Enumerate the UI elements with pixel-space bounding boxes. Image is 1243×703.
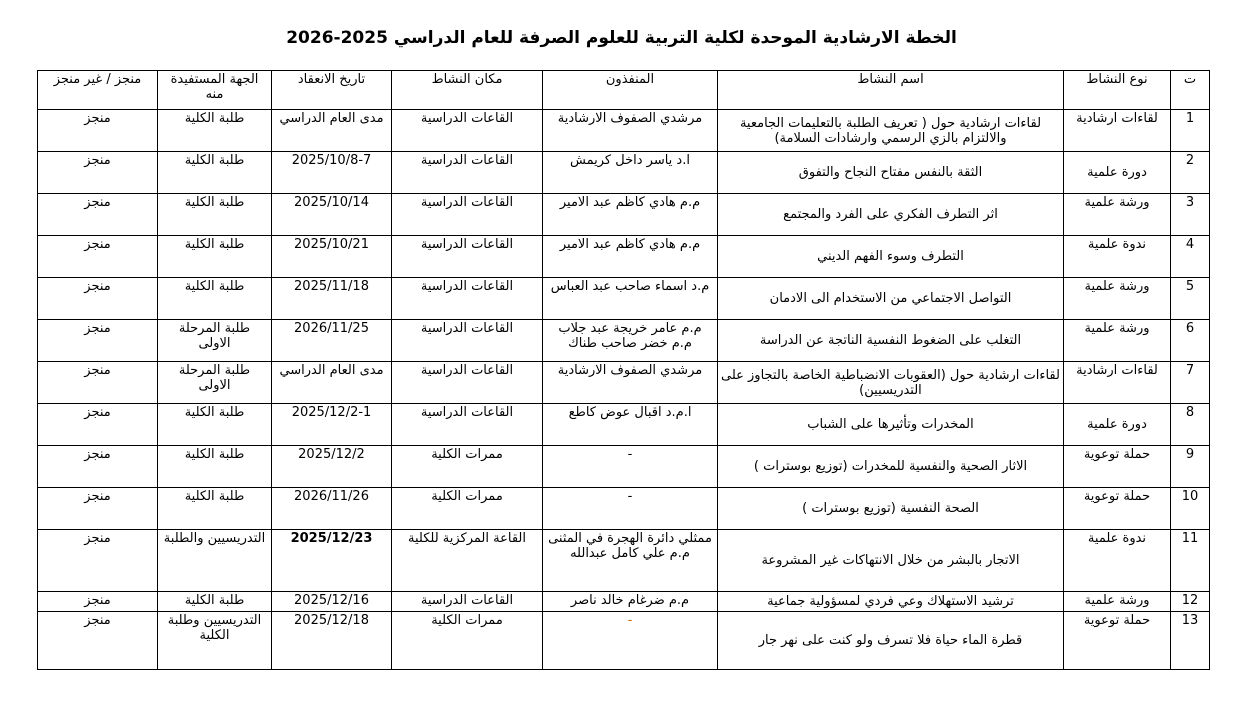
cell-presenters: م.م عامر خريجة عبد جلاب م.م خضر صاحب طناك	[543, 320, 718, 362]
cell-date: 2025/12/2-1	[272, 404, 392, 446]
cell-beneficiary: التدريسيين والطلبة	[158, 530, 272, 592]
cell-type: ورشة علمية	[1064, 194, 1171, 236]
cell-presenters: -	[543, 488, 718, 530]
cell-status: منجز	[38, 320, 158, 362]
cell-presenters: ا.د ياسر داخل كريمش	[543, 152, 718, 194]
table-row	[38, 530, 1210, 592]
cell-name: الاثار الصحية والنفسية للمخدرات (توزيع بوسترات )	[718, 446, 1064, 488]
cell-beneficiary: طلبة الكلية	[158, 488, 272, 530]
cell-presenters: م.د اسماء صاحب عبد العباس	[543, 278, 718, 320]
cell-place: القاعات الدراسية	[392, 320, 543, 362]
cell-name: التواصل الاجتماعي من الاستخدام الى الادمان	[718, 278, 1064, 320]
cell-beneficiary: طلبة الكلية	[158, 194, 272, 236]
cell-name: لقاءات ارشادية حول ( تعريف الطلبة بالتعليمات الجامعية والالتزام بالزي الرسمي وارشادات السلامة)	[718, 110, 1064, 152]
cell-place: القاعات الدراسية	[392, 404, 543, 446]
cell-presenters: م.م هادي كاظم عبد الامير	[543, 236, 718, 278]
cell-date: 2025/11/18	[272, 278, 392, 320]
cell-status: منجز	[38, 278, 158, 320]
cell-status: منجز	[38, 488, 158, 530]
header-status: منجز / غير منجز	[38, 71, 158, 110]
cell-date: 2025/12/18	[272, 612, 392, 670]
cell-place: القاعة المركزية للكلية	[392, 530, 543, 592]
cell-type: ورشة علمية	[1064, 592, 1171, 612]
cell-status: منجز	[38, 592, 158, 612]
header-date: تاريخ الانعقاد	[272, 71, 392, 110]
cell-beneficiary: طلبة الكلية	[158, 110, 272, 152]
cell-place: ممرات الكلية	[392, 488, 543, 530]
cell-type: حملة توعوية	[1064, 446, 1171, 488]
cell-date: 2025/12/23	[272, 530, 392, 592]
cell-beneficiary: طلبة الكلية	[158, 278, 272, 320]
cell-num: 6	[1171, 320, 1210, 362]
cell-num: 8	[1171, 404, 1210, 446]
cell-num: 3	[1171, 194, 1210, 236]
cell-place: ممرات الكلية	[392, 446, 543, 488]
cell-num: 13	[1171, 612, 1210, 670]
cell-name: الصحة النفسية (توزيع بوسترات )	[718, 488, 1064, 530]
cell-status: منجز	[38, 194, 158, 236]
cell-type: ندوة علمية	[1064, 530, 1171, 592]
cell-beneficiary: طلبة الكلية	[158, 592, 272, 612]
cell-date: 2025/12/2	[272, 446, 392, 488]
cell-type: ورشة علمية	[1064, 320, 1171, 362]
cell-presenters: ا.م.د اقبال عوض كاطع	[543, 404, 718, 446]
cell-num: 1	[1171, 110, 1210, 152]
cell-name: التطرف وسوء الفهم الديني	[718, 236, 1064, 278]
cell-place: القاعات الدراسية	[392, 110, 543, 152]
cell-name: التغلب على الضغوط النفسية الناتجة عن الدراسة	[718, 320, 1064, 362]
cell-name: قطرة الماء حياة فلا تسرف ولو كنت على نهر جار	[718, 612, 1064, 670]
cell-name: لقاءات ارشادية حول (العقوبات الانضباطية الخاصة بالتجاوز على التدريسيين)	[718, 362, 1064, 404]
table-header-row	[38, 71, 1210, 110]
cell-type: حملة توعوية	[1064, 488, 1171, 530]
cell-beneficiary: طلبة المرحلة الاولى	[158, 362, 272, 404]
cell-date: 2025/10/21	[272, 236, 392, 278]
table-row	[38, 488, 1210, 530]
cell-status: منجز	[38, 110, 158, 152]
cell-num: 5	[1171, 278, 1210, 320]
cell-presenters: -	[543, 446, 718, 488]
cell-num: 10	[1171, 488, 1210, 530]
cell-name: المخدرات وتأثيرها على الشباب	[718, 404, 1064, 446]
cell-status: منجز	[38, 152, 158, 194]
cell-type: حملة توعوية	[1064, 612, 1171, 670]
cell-num: 2	[1171, 152, 1210, 194]
table-row	[38, 362, 1210, 404]
cell-num: 12	[1171, 592, 1210, 612]
table-row	[38, 404, 1210, 446]
cell-place: القاعات الدراسية	[392, 362, 543, 404]
cell-status: منجز	[38, 612, 158, 670]
cell-name: الاتجار بالبشر من خلال الانتهاكات غير المشروعة	[718, 530, 1064, 592]
cell-status: منجز	[38, 446, 158, 488]
cell-place: ممرات الكلية	[392, 612, 543, 670]
cell-place: القاعات الدراسية	[392, 236, 543, 278]
table-row	[38, 110, 1210, 152]
table-row	[38, 592, 1210, 612]
cell-presenters: ممثلي دائرة الهجرة في المثنى م.م علي كامل عبدالله	[543, 530, 718, 592]
cell-date: 2025/12/16	[272, 592, 392, 612]
cell-beneficiary: طلبة الكلية	[158, 152, 272, 194]
cell-presenters: مرشدي الصفوف الارشادية	[543, 110, 718, 152]
cell-name: الثقة بالنفس مفتاح النجاح والتفوق	[718, 152, 1064, 194]
header-num: ت	[1171, 71, 1210, 110]
cell-presenters: م.م هادي كاظم عبد الامير	[543, 194, 718, 236]
table-row	[38, 236, 1210, 278]
cell-place: القاعات الدراسية	[392, 194, 543, 236]
cell-num: 9	[1171, 446, 1210, 488]
cell-beneficiary: طلبة الكلية	[158, 446, 272, 488]
table-row	[38, 278, 1210, 320]
cell-type: ورشة علمية	[1064, 278, 1171, 320]
table-row	[38, 612, 1210, 670]
cell-date: 2026/11/25	[272, 320, 392, 362]
cell-date: 2026/11/26	[272, 488, 392, 530]
cell-beneficiary: التدريسيين وطلبة الكلية	[158, 612, 272, 670]
cell-num: 4	[1171, 236, 1210, 278]
cell-date: 2025/10/8-7	[272, 152, 392, 194]
cell-beneficiary: طلبة الكلية	[158, 236, 272, 278]
cell-presenters: -	[543, 612, 718, 670]
table-row	[38, 194, 1210, 236]
header-beneficiary: الجهة المستفيدة منه	[158, 71, 272, 110]
cell-date: مدى العام الدراسي	[272, 110, 392, 152]
cell-place: القاعات الدراسية	[392, 152, 543, 194]
table-row	[38, 152, 1210, 194]
cell-status: منجز	[38, 404, 158, 446]
cell-status: منجز	[38, 362, 158, 404]
header-presenters: المنفذون	[543, 71, 718, 110]
table-row	[38, 320, 1210, 362]
page-title: الخطة الارشادية الموحدة لكلية التربية للعلوم الصرفة للعام الدراسي 2025-2026	[286, 28, 957, 48]
header-type: نوع النشاط	[1064, 71, 1171, 110]
header-name: اسم النشاط	[718, 71, 1064, 110]
cell-date: 2025/10/14	[272, 194, 392, 236]
cell-type: دورة علمية	[1064, 152, 1171, 194]
cell-status: منجز	[38, 236, 158, 278]
cell-place: القاعات الدراسية	[392, 278, 543, 320]
cell-presenters: مرشدي الصفوف الارشادية	[543, 362, 718, 404]
cell-name: اثر التطرف الفكري على الفرد والمجتمع	[718, 194, 1064, 236]
cell-name: ترشيد الاستهلاك وعي فردي لمسؤولية جماعية	[718, 592, 1064, 612]
table-body	[38, 110, 1210, 670]
cell-beneficiary: طلبة الكلية	[158, 404, 272, 446]
cell-date: مدى العام الدراسي	[272, 362, 392, 404]
cell-status: منجز	[38, 530, 158, 592]
cell-beneficiary: طلبة المرحلة الاولى	[158, 320, 272, 362]
activity-table	[37, 70, 1210, 670]
cell-type: لقاءات ارشادية	[1064, 110, 1171, 152]
cell-type: لقاءات ارشادية	[1064, 362, 1171, 404]
cell-type: دورة علمية	[1064, 404, 1171, 446]
cell-presenters: م.م ضرغام خالد ناصر	[543, 592, 718, 612]
cell-num: 7	[1171, 362, 1210, 404]
cell-num: 11	[1171, 530, 1210, 592]
header-place: مكان النشاط	[392, 71, 543, 110]
cell-type: ندوة علمية	[1064, 236, 1171, 278]
cell-place: القاعات الدراسية	[392, 592, 543, 612]
table-row	[38, 446, 1210, 488]
